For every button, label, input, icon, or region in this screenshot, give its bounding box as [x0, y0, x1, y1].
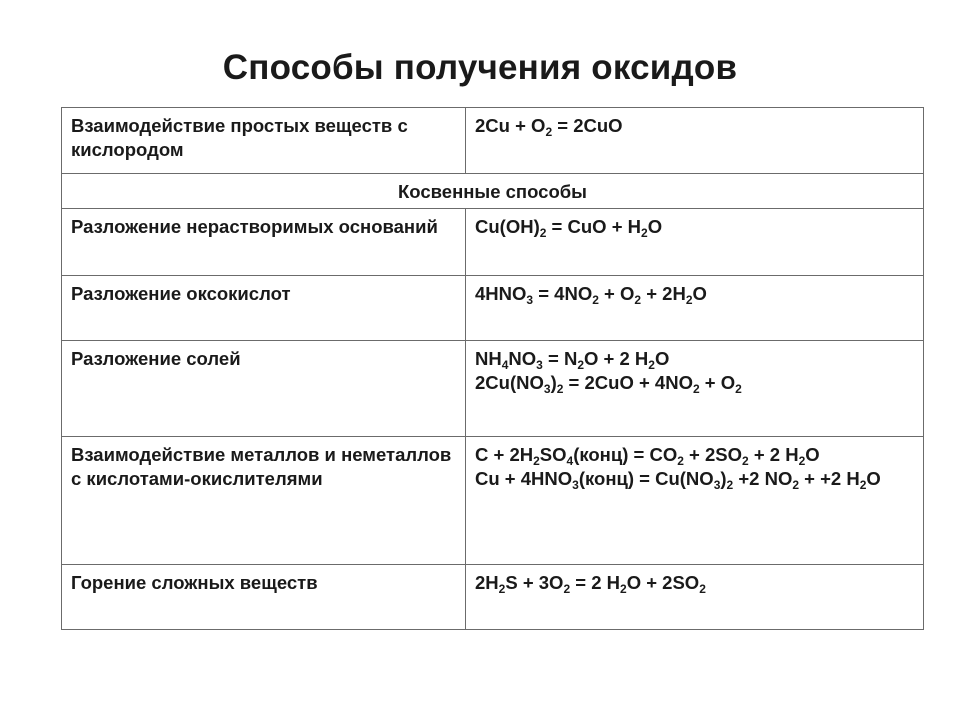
subscript: 3: [572, 478, 579, 492]
oxides-methods-table: [61, 107, 924, 630]
subscript: 2: [533, 454, 540, 468]
equation-text: = 2CuO: [552, 115, 623, 136]
subscript: 4: [501, 358, 509, 372]
subscript: 2: [792, 478, 800, 492]
method-label-cell: Разложение нерастворимых оснований: [62, 209, 466, 276]
equation-text: + 2SO: [683, 444, 743, 465]
equation-text: = 2 H: [570, 572, 621, 593]
equation-line: [475, 282, 914, 306]
subscript: 2: [577, 358, 584, 372]
subscript: 2: [556, 382, 564, 396]
subscript: 2: [685, 293, 693, 307]
reaction-equation-cell: [466, 341, 924, 437]
equation-text: = N: [542, 348, 578, 369]
subscript: 2: [498, 582, 506, 596]
page-title: Способы получения оксидов: [222, 48, 738, 87]
subscript: 2: [742, 454, 749, 468]
subscript: 3: [543, 382, 551, 396]
table-row: [62, 565, 924, 630]
equation-line: [475, 371, 914, 395]
reaction-equation-cell: [466, 108, 924, 174]
equation-text: O: [692, 283, 707, 304]
subscript: 2: [539, 226, 547, 240]
subscript: 3: [713, 478, 721, 492]
equation-text: NO: [508, 348, 537, 369]
subscript: 4: [566, 454, 574, 468]
table-row: [62, 209, 924, 276]
subscript: 3: [536, 358, 543, 372]
reaction-equation-cell: [466, 565, 924, 630]
equation-text: O: [647, 216, 663, 237]
table-row: [62, 276, 924, 341]
equation-text: ): [550, 372, 557, 393]
reaction-equation-cell: [466, 209, 924, 276]
equation-line: [475, 571, 914, 595]
table-body: [62, 108, 924, 630]
equation-line: [475, 347, 914, 371]
method-label-cell: Горение сложных веществ: [62, 565, 466, 630]
equation-text: + 2H: [641, 283, 686, 304]
section-header-cell: Косвенные способы: [62, 174, 924, 209]
equation-text: + O: [699, 372, 736, 393]
equation-text: 2Cu + O: [475, 115, 546, 136]
equation-text: O: [866, 468, 881, 489]
equation-text: O + 2 H: [584, 348, 649, 369]
equation-text: Cu(OH): [475, 216, 540, 237]
reaction-equation-cell: [466, 276, 924, 341]
subscript: 2: [592, 293, 599, 307]
equation-text: (конц) = CO: [573, 444, 678, 465]
subscript: 3: [526, 293, 534, 307]
subscript: 2: [648, 358, 655, 372]
equation-text: = CuO + H: [546, 216, 641, 237]
equation-line: [475, 114, 914, 138]
equation-text: = 2CuO + 4NO: [563, 372, 693, 393]
equation-text: + 2 H: [748, 444, 799, 465]
table-row: [62, 341, 924, 437]
equation-text: S + 3O: [505, 572, 564, 593]
equation-text: 4HNO: [475, 283, 527, 304]
method-label-cell: Взаимодействие металлов и неметаллов с кислотами-окислителями: [62, 437, 466, 565]
subscript: 2: [677, 454, 684, 468]
equation-text: +2 NO: [733, 468, 793, 489]
equation-text: SO: [539, 444, 567, 465]
equation-line: [475, 443, 914, 467]
equation-text: O: [654, 348, 670, 369]
equation-text: (конц) = Cu(NO: [578, 468, 714, 489]
equation-line: [475, 467, 914, 491]
equation-text: NH: [475, 348, 502, 369]
equation-text: + +2 H: [799, 468, 860, 489]
subscript: 2: [798, 454, 806, 468]
equation-text: + O: [598, 283, 635, 304]
subscript: 2: [634, 293, 642, 307]
equation-text: = 4NO: [533, 283, 593, 304]
equation-text: Cu + 4HNO: [475, 468, 573, 489]
equation-text: 2Cu(NO: [475, 372, 544, 393]
reaction-equation-cell: [466, 437, 924, 565]
equation-line: [475, 215, 914, 239]
method-label-cell: Разложение солей: [62, 341, 466, 437]
equation-text: O + 2SO: [626, 572, 700, 593]
subscript: 2: [735, 382, 742, 396]
subscript: 2: [563, 582, 571, 596]
equation-text: C + 2H: [475, 444, 534, 465]
subscript: 2: [692, 382, 700, 396]
table-row: [62, 174, 924, 209]
method-label-cell: Взаимодействие простых веществ с кислородом: [62, 108, 466, 174]
table-row: [62, 108, 924, 174]
subscript: 2: [859, 478, 867, 492]
equation-text: ): [720, 468, 727, 489]
subscript: 2: [620, 582, 627, 596]
subscript: 2: [641, 226, 648, 240]
equation-text: O: [805, 444, 820, 465]
subscript: 2: [699, 582, 706, 596]
method-label-cell: Разложение оксокислот: [62, 276, 466, 341]
table-row: [62, 437, 924, 565]
equation-text: 2H: [475, 572, 499, 593]
subscript: 2: [726, 478, 734, 492]
subscript: 2: [545, 125, 553, 139]
